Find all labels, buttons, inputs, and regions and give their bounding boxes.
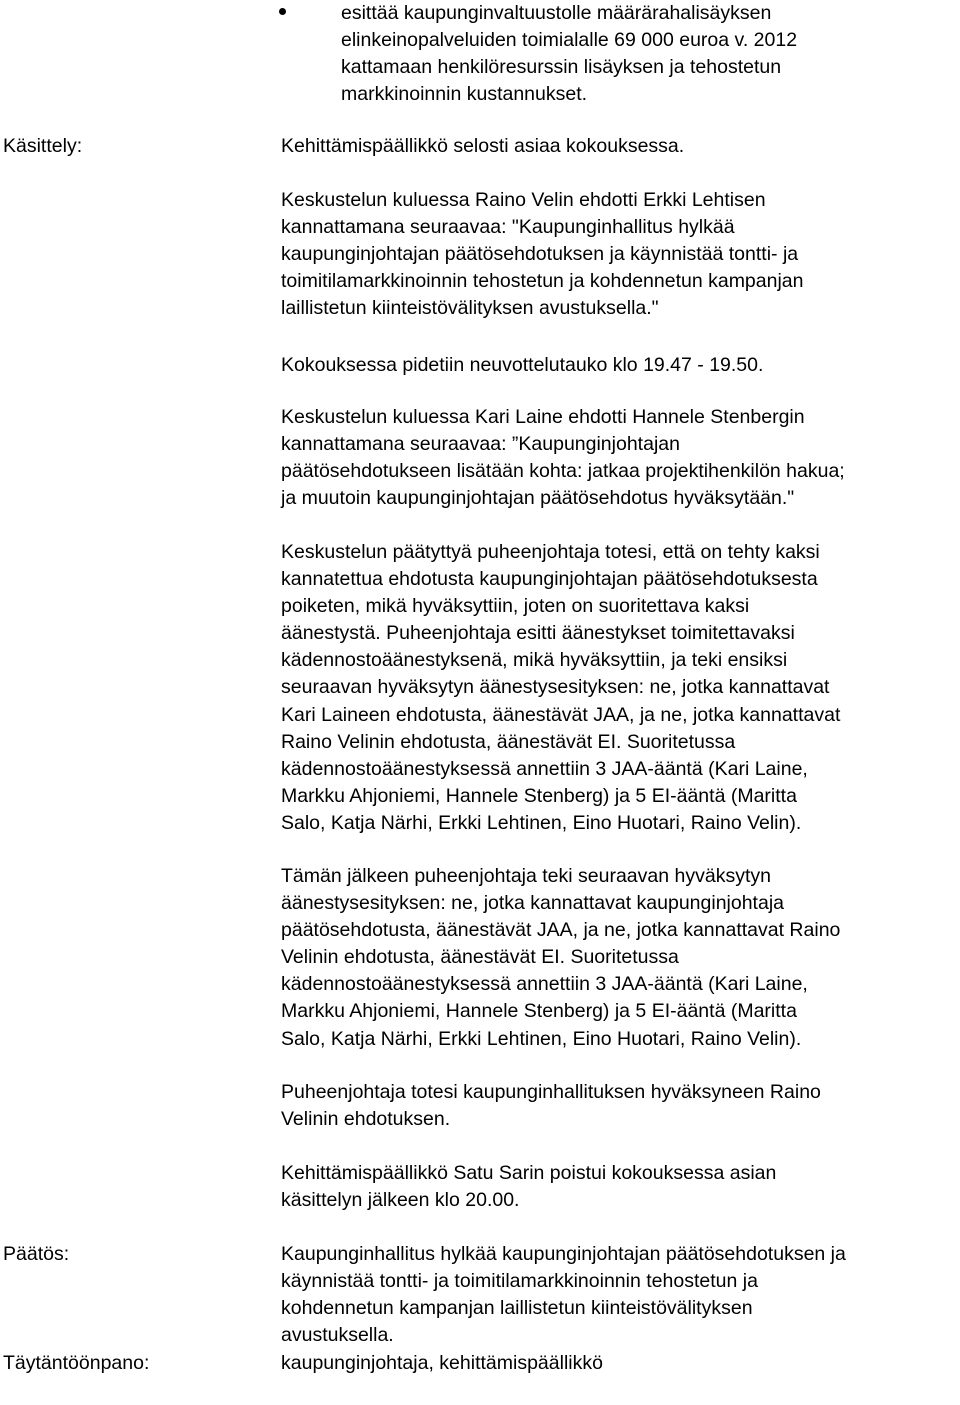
decision-label: Päätös:	[3, 1243, 70, 1265]
processing-paragraph-7: Puheenjohtaja totesi kaupunginhallituksen hyväksyneen Raino Velinin ehdotuksen.	[281, 1081, 821, 1131]
processing-paragraph-8: Kehittämispäällikkö Satu Sarin poistui kokouksessa asian käsittelyn jälkeen klo 20.00.	[281, 1162, 777, 1212]
bullet-text: esittää kaupunginvaltuustolle määrärahalisäyksen elinkeinopalveluiden toimialalle 69 000 euroa v. 2012 kattamaan henkilöresurssin lisäyksen ja tehostetun markkinoinnin kustannukset.	[341, 2, 798, 106]
implementation-text: kaupunginjohtaja, kehittämispäällikkö	[281, 1352, 603, 1374]
processing-paragraph-3: Kokouksessa pidetiin neuvottelutauko klo 19.47 - 19.50.	[281, 354, 764, 376]
processing-paragraph-6: Tämän jälkeen puheenjohtaja teki seuraavan hyväksytyn äänestysesityksen: ne, jotka kannattavat kaupunginjohtaja päätösehdotusta, äänestävät JAA, ja ne, jotka kannattavat Raino Velinin ehdotusta, äänestävät EI. Suoritetussa kädennostoäänestyksessä annettiin 3 JAA-ääntä (Kari Laine, Markku Ahjoniemi, Hannele Stenberg) ja 5 EI-ääntä (Maritta Salo, Katja Närhi, Erkki Lehtinen, Eino Huotari, Raino Velin).	[281, 865, 841, 1050]
implementation-label: Täytäntöönpano:	[3, 1352, 150, 1374]
bullet-icon	[279, 8, 286, 15]
processing-paragraph-4: Keskustelun kuluessa Kari Laine ehdotti Hannele Stenbergin kannattamana seuraavaa: ”Kaupunginjohtajan päätösehdotukseen lisätään kohta: jatkaa projektihenkilön hakua; ja muutoin kaupunginjohtajan päätösehdotus hyväksytään."	[281, 406, 845, 510]
decision-text: Kaupunginhallitus hylkää kaupunginjohtajan päätösehdotuksen ja käynnistää tontti- ja toimitilamarkkinoinnin tehostetun ja kohdennetun kampanjan laillistetun kiinteistövälityksen avustuksella.	[281, 1243, 846, 1347]
processing-paragraph-1: Kehittämispäällikkö selosti asiaa kokouksessa.	[281, 135, 685, 157]
bullet-list-item	[279, 0, 919, 108]
processing-paragraph-2: Keskustelun kuluessa Raino Velin ehdotti Erkki Lehtisen kannattamana seuraavaa: "Kaupunginhallitus hylkää kaupunginjohtajan päätösehdotuksen ja käynnistää tontti- ja toimitilamarkkinoinnin tehostetun ja kohdennetun kampanjan laillistetun kiinteistövälityksen avustuksella."	[281, 189, 804, 320]
processing-label: Käsittely:	[3, 135, 83, 157]
processing-paragraph-5: Keskustelun päätyttyä puheenjohtaja totesi, että on tehty kaksi kannatettua ehdotusta kaupunginjohtajan päätösehdotuksesta poiketen, mikä hyväksyttiin, joten on suoritettava kaksi äänestystä. Puheenjohtaja esitti äänestykset toimitettavaksi kädennostoäänestyksenä, mikä hyväksyttiin, ja teki ensiksi seuraavan hyväksytyn äänestysesityksen: ne, jotka kannattavat Kari Laineen ehdotusta, äänestävät JAA, ja ne, jotka kannattavat Raino Velinin ehdotusta, äänestävät EI. Suoritetussa kädennostoäänestyksessä annettiin 3 JAA-ääntä (Kari Laine, Markku Ahjoniemi, Hannele Stenberg) ja 5 EI-ääntä (Maritta Salo, Katja Närhi, Erkki Lehtinen, Eino Huotari, Raino Velin).	[281, 541, 841, 834]
